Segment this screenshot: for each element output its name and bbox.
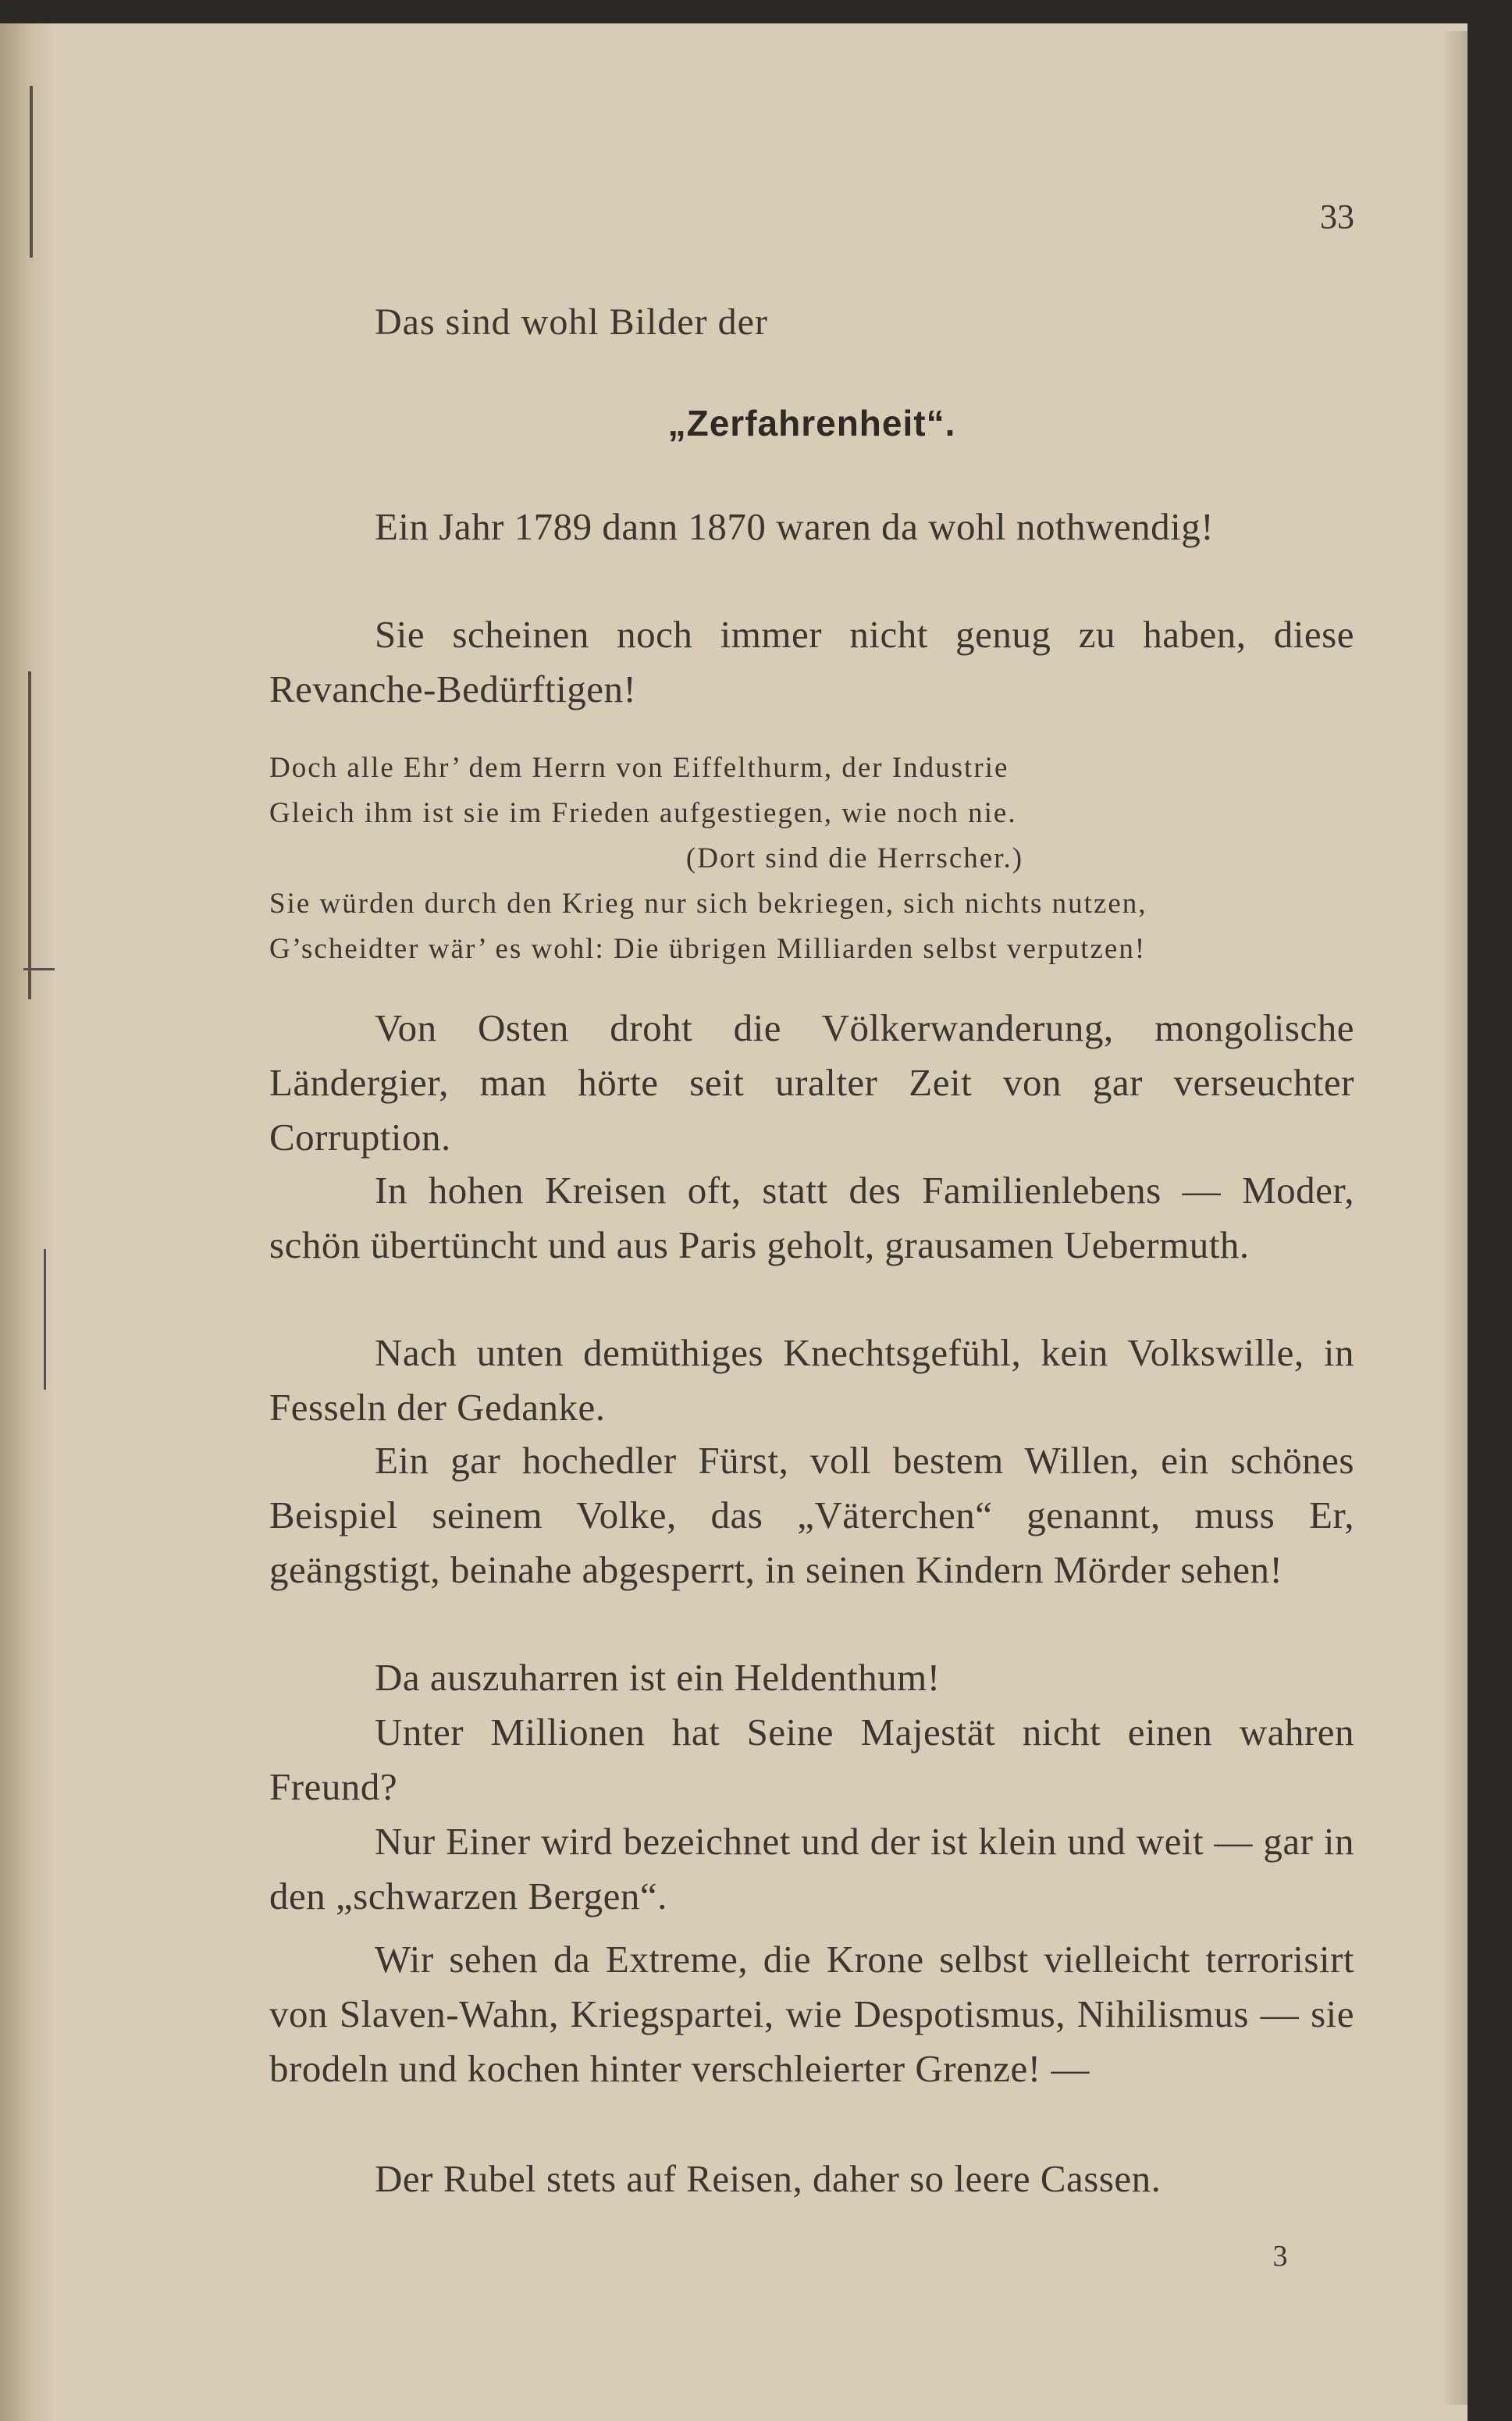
paragraph: In hohen Kreisen oft, statt des Familienlebens — Moder, schön übertüncht und aus Paris geholt, grausamen Uebermuth. — [269, 1169, 1354, 1266]
paragraph: Ein gar hochedler Fürst, voll bestem Willen, ein schönes Beispiel seinem Volke, das „Väterchen“ genannt, muss Er, geängstigt, beinahe abgesperrt, in seinen Kindern Mörder sehen! — [269, 1439, 1354, 1591]
paragraph: Sie scheinen noch immer nicht genug zu haben, diese Revanche-Bedürftigen! — [269, 613, 1354, 710]
page-edge — [1444, 31, 1468, 2405]
poem-block — [269, 746, 1354, 972]
paragraph: Der Rubel stets auf Reisen, daher so leere Cassen. — [375, 2157, 1162, 2200]
paragraph: Wir sehen da Extreme, die Krone selbst vielleicht terrorisirt von Slaven-Wahn, Kriegspartei, wie Despotismus, Nihilismus — sie brodeln und kochen hinter verschleierter Grenze! — — [269, 1938, 1354, 2090]
poem-line: Sie würden durch den Krieg nur sich bekriegen, sich nichts nutzen, — [269, 888, 1147, 920]
poem-line: G’scheidter wär’ es wohl: Die übrigen Milliarden selbst verputzen! — [269, 933, 1147, 965]
margin-rule — [44, 1249, 46, 1390]
page-number: 33 — [1320, 198, 1354, 236]
section-heading: „Zerfahrenheit“. — [667, 403, 956, 443]
poem-line: (Dort sind die Herrscher.) — [685, 842, 1024, 874]
paragraph: Ein Jahr 1789 dann 1870 waren da wohl nothwendig! — [375, 505, 1215, 548]
poem-line: Gleich ihm ist sie im Frieden aufgestiegen, wie noch nie. — [269, 797, 1017, 829]
paragraph: Nach unten demüthiges Knechtsgefühl, kein Volkswille, in Fesseln der Gedanke. — [269, 1331, 1354, 1429]
margin-rule — [30, 86, 33, 258]
margin-rule — [23, 968, 55, 970]
poem-line: Doch alle Ehr’ dem Herrn von Eiffelthurm, der Industrie — [269, 752, 1009, 784]
page-binding-shadow — [0, 23, 55, 2421]
intro-line: Das sind wohl Bilder der — [375, 301, 768, 343]
paragraph: Von Osten droht die Völkerwanderung, mongolische Ländergier, man hörte seit uralter Zeit von gar verseuchter Corruption. — [269, 1006, 1354, 1159]
signature-mark: 3 — [1272, 2240, 1288, 2273]
paragraph: Unter Millionen hat Seine Majestät nicht einen wahren Freund? — [269, 1711, 1354, 1808]
paragraph: Da auszuharren ist ein Heldenthum! — [375, 1656, 941, 1699]
paragraph: Nur Einer wird bezeichnet und der ist klein und weit — gar in den „schwarzen Bergen“. — [269, 1820, 1354, 1917]
margin-rule — [28, 671, 31, 999]
